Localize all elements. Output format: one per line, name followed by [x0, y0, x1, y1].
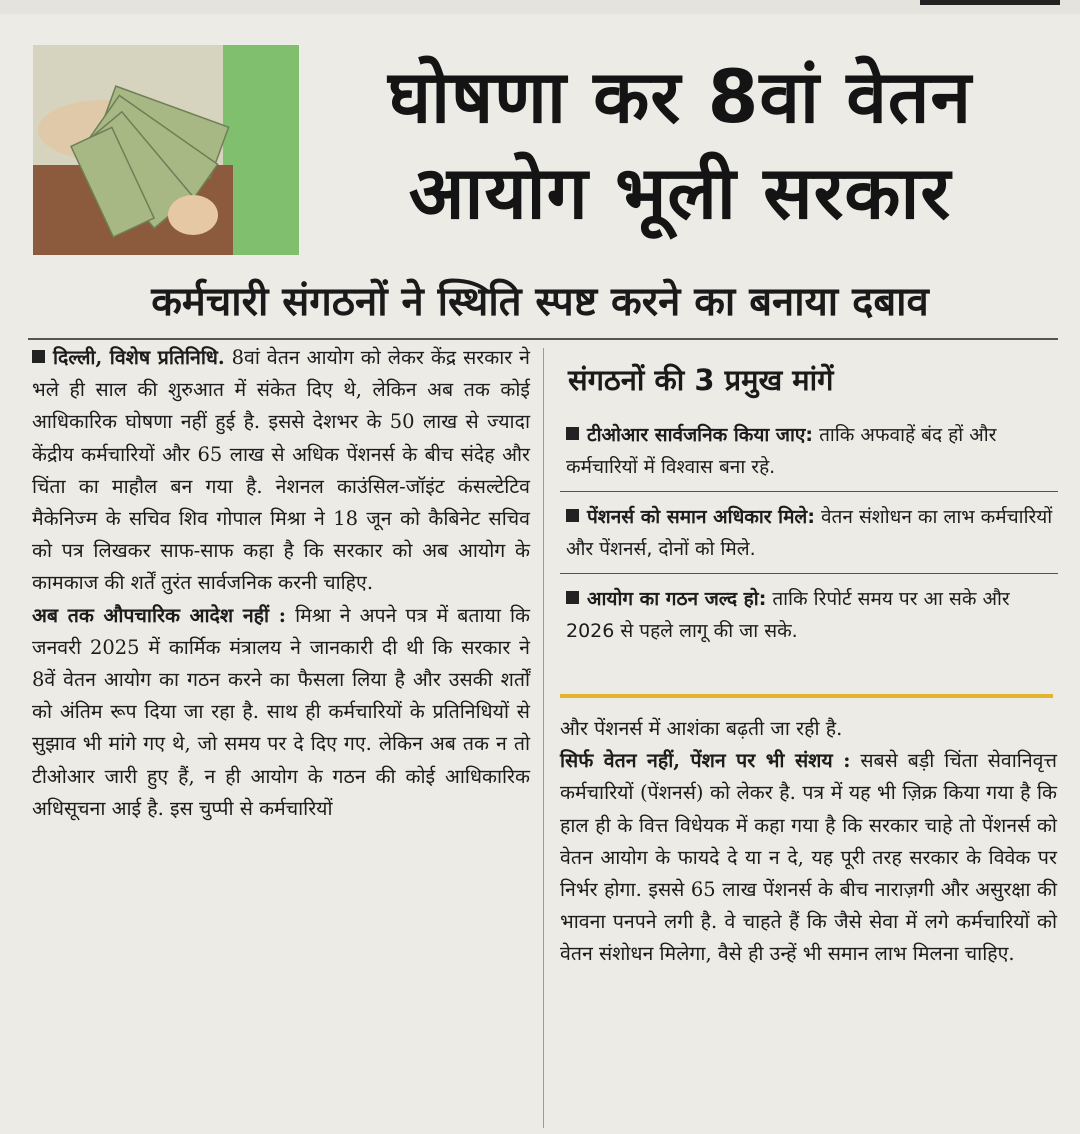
subhead-2: अब तक औपचारिक आदेश नहीं : — [32, 603, 286, 627]
bullet-square-icon — [566, 591, 579, 604]
para-2: मिश्रा ने अपने पत्र में बताया कि जनवरी 2025 में कार्मिक मंत्रालय ने जानकारी दी थी कि सरकार ने 8वें वेतन आयोग का गठन करने का फैसला लिया है और उसकी शर्तों को अंतिम रूप दिया जा रहा है. साथ ही कर्मचारियों के प्रतिनिधियों से सुझाव भी मांगे गए थे, जो समय पर दे दिए गए. लेकिन अब तक न तो टीओआर जारी हुए हैं, न ही आयोग के गठन की कोई आधिकारिक अधिसूचना आई है. इस चुप्पी से कर्मचारियों — [32, 603, 530, 820]
headline-line-2: आयोग भूली सरकार — [408, 151, 952, 236]
bullet-square-icon — [566, 509, 579, 522]
subheadline: कर्मचारी संगठनों ने स्थिति स्पष्ट करने का बनाया दबाव — [151, 279, 929, 325]
bullet-square-icon — [32, 350, 45, 363]
left-column — [32, 342, 530, 825]
continuation-line: और पेंशनर्स में आशंका बढ़ती जा रही है. — [560, 717, 843, 740]
para-1: 8वां वेतन आयोग को लेकर केंद्र सरकार ने भले ही साल की शुरुआत में संकेत दिए थे, लेकिन अब तक कोई आधिकारिक घोषणा नहीं हुई है. इससे देशभर के 50 लाख से ज्यादा केंद्रीय कर्मचारियों और 65 लाख से अधिक पेंशनर्स के बीच संदेह और चिंता का माहौल बन गया है. नेशनल काउंसिल-जॉइंट कंसल्टेटिव मैकेनिज्म के सचिव शिव गोपाल मिश्रा ने 18 जून को कैबिनेट सचिव को पत्र लिखकर साफ-साफ कहा है कि सरकार को अब आयोग के कामकाज की शर्तें तुरंत सार्वजनिक करनी चाहिए. — [32, 346, 531, 595]
demand-text: ताकि अफवाहें बंद हों और कर्मचारियों में विश्वास बना रहे. — [566, 424, 997, 478]
demand-text: ताकि रिपोर्ट समय पर आ सके और 2026 से पहले लागू की जा सके. — [566, 588, 1010, 642]
demand-label: आयोग का गठन जल्द हो: — [587, 588, 767, 610]
header-divider — [28, 338, 1058, 340]
right-column — [560, 713, 1057, 971]
demand-item — [560, 574, 1058, 655]
demand-label: पेंशनर्स को समान अधिकार मिले: — [587, 506, 815, 528]
cash-photo — [33, 45, 299, 255]
demands-box-underline — [560, 694, 1053, 698]
section-paragraph-3 — [560, 745, 1057, 970]
dateline: दिल्ली, विशेष प्रतिनिधि. — [53, 346, 225, 369]
para-3: सबसे बड़ी चिंता सेवानिवृत्त कर्मचारियों (पेंशनर्स) को लेकर है. पत्र में यह भी ज़िक्र किया गया है कि हाल ही के वित्त विधेयक में कहा गया है कि सरकार चाहे तो पेंशनर्स को वेतन आयोग के फायदे दे या न दे, यह पूरी तरह सरकार के विवेक पर निर्भर होगा. इससे 65 लाख पेंशनर्स के बीच नाराज़गी और असुरक्षा की भावना पनपने लगी है. वे चाहते हैं कि जैसे सेवा में लगे कर्मचारियों को वेतन संशोधन मिलेगा, वैसे ही उन्हें भी समान लाभ मिलना चाहिए. — [560, 749, 1057, 966]
cash-in-hand-illustration — [33, 45, 299, 255]
demands-title: संगठनों की 3 प्रमुख मांगें — [568, 363, 834, 397]
demand-item — [560, 492, 1058, 574]
subhead-3: सिर्फ वेतन नहीं, पेंशन पर भी संशय : — [560, 749, 851, 773]
bullet-square-icon — [566, 427, 579, 440]
section-paragraph-2 — [32, 600, 530, 825]
demand-item — [560, 410, 1058, 492]
demands-box — [560, 350, 1058, 655]
page-top-strip — [0, 0, 1080, 14]
top-rule — [920, 0, 1060, 5]
headline-line-1: घोषणा कर 8वां वेतन — [387, 55, 973, 140]
column-divider — [543, 348, 544, 1128]
demand-label: टीओआर सार्वजनिक किया जाए: — [587, 424, 814, 446]
demand-text: वेतन संशोधन का लाभ कर्मचारियों और पेंशनर्स, दोनों को मिले. — [566, 506, 1053, 560]
lead-paragraph — [32, 342, 530, 600]
headline — [305, 50, 1055, 242]
